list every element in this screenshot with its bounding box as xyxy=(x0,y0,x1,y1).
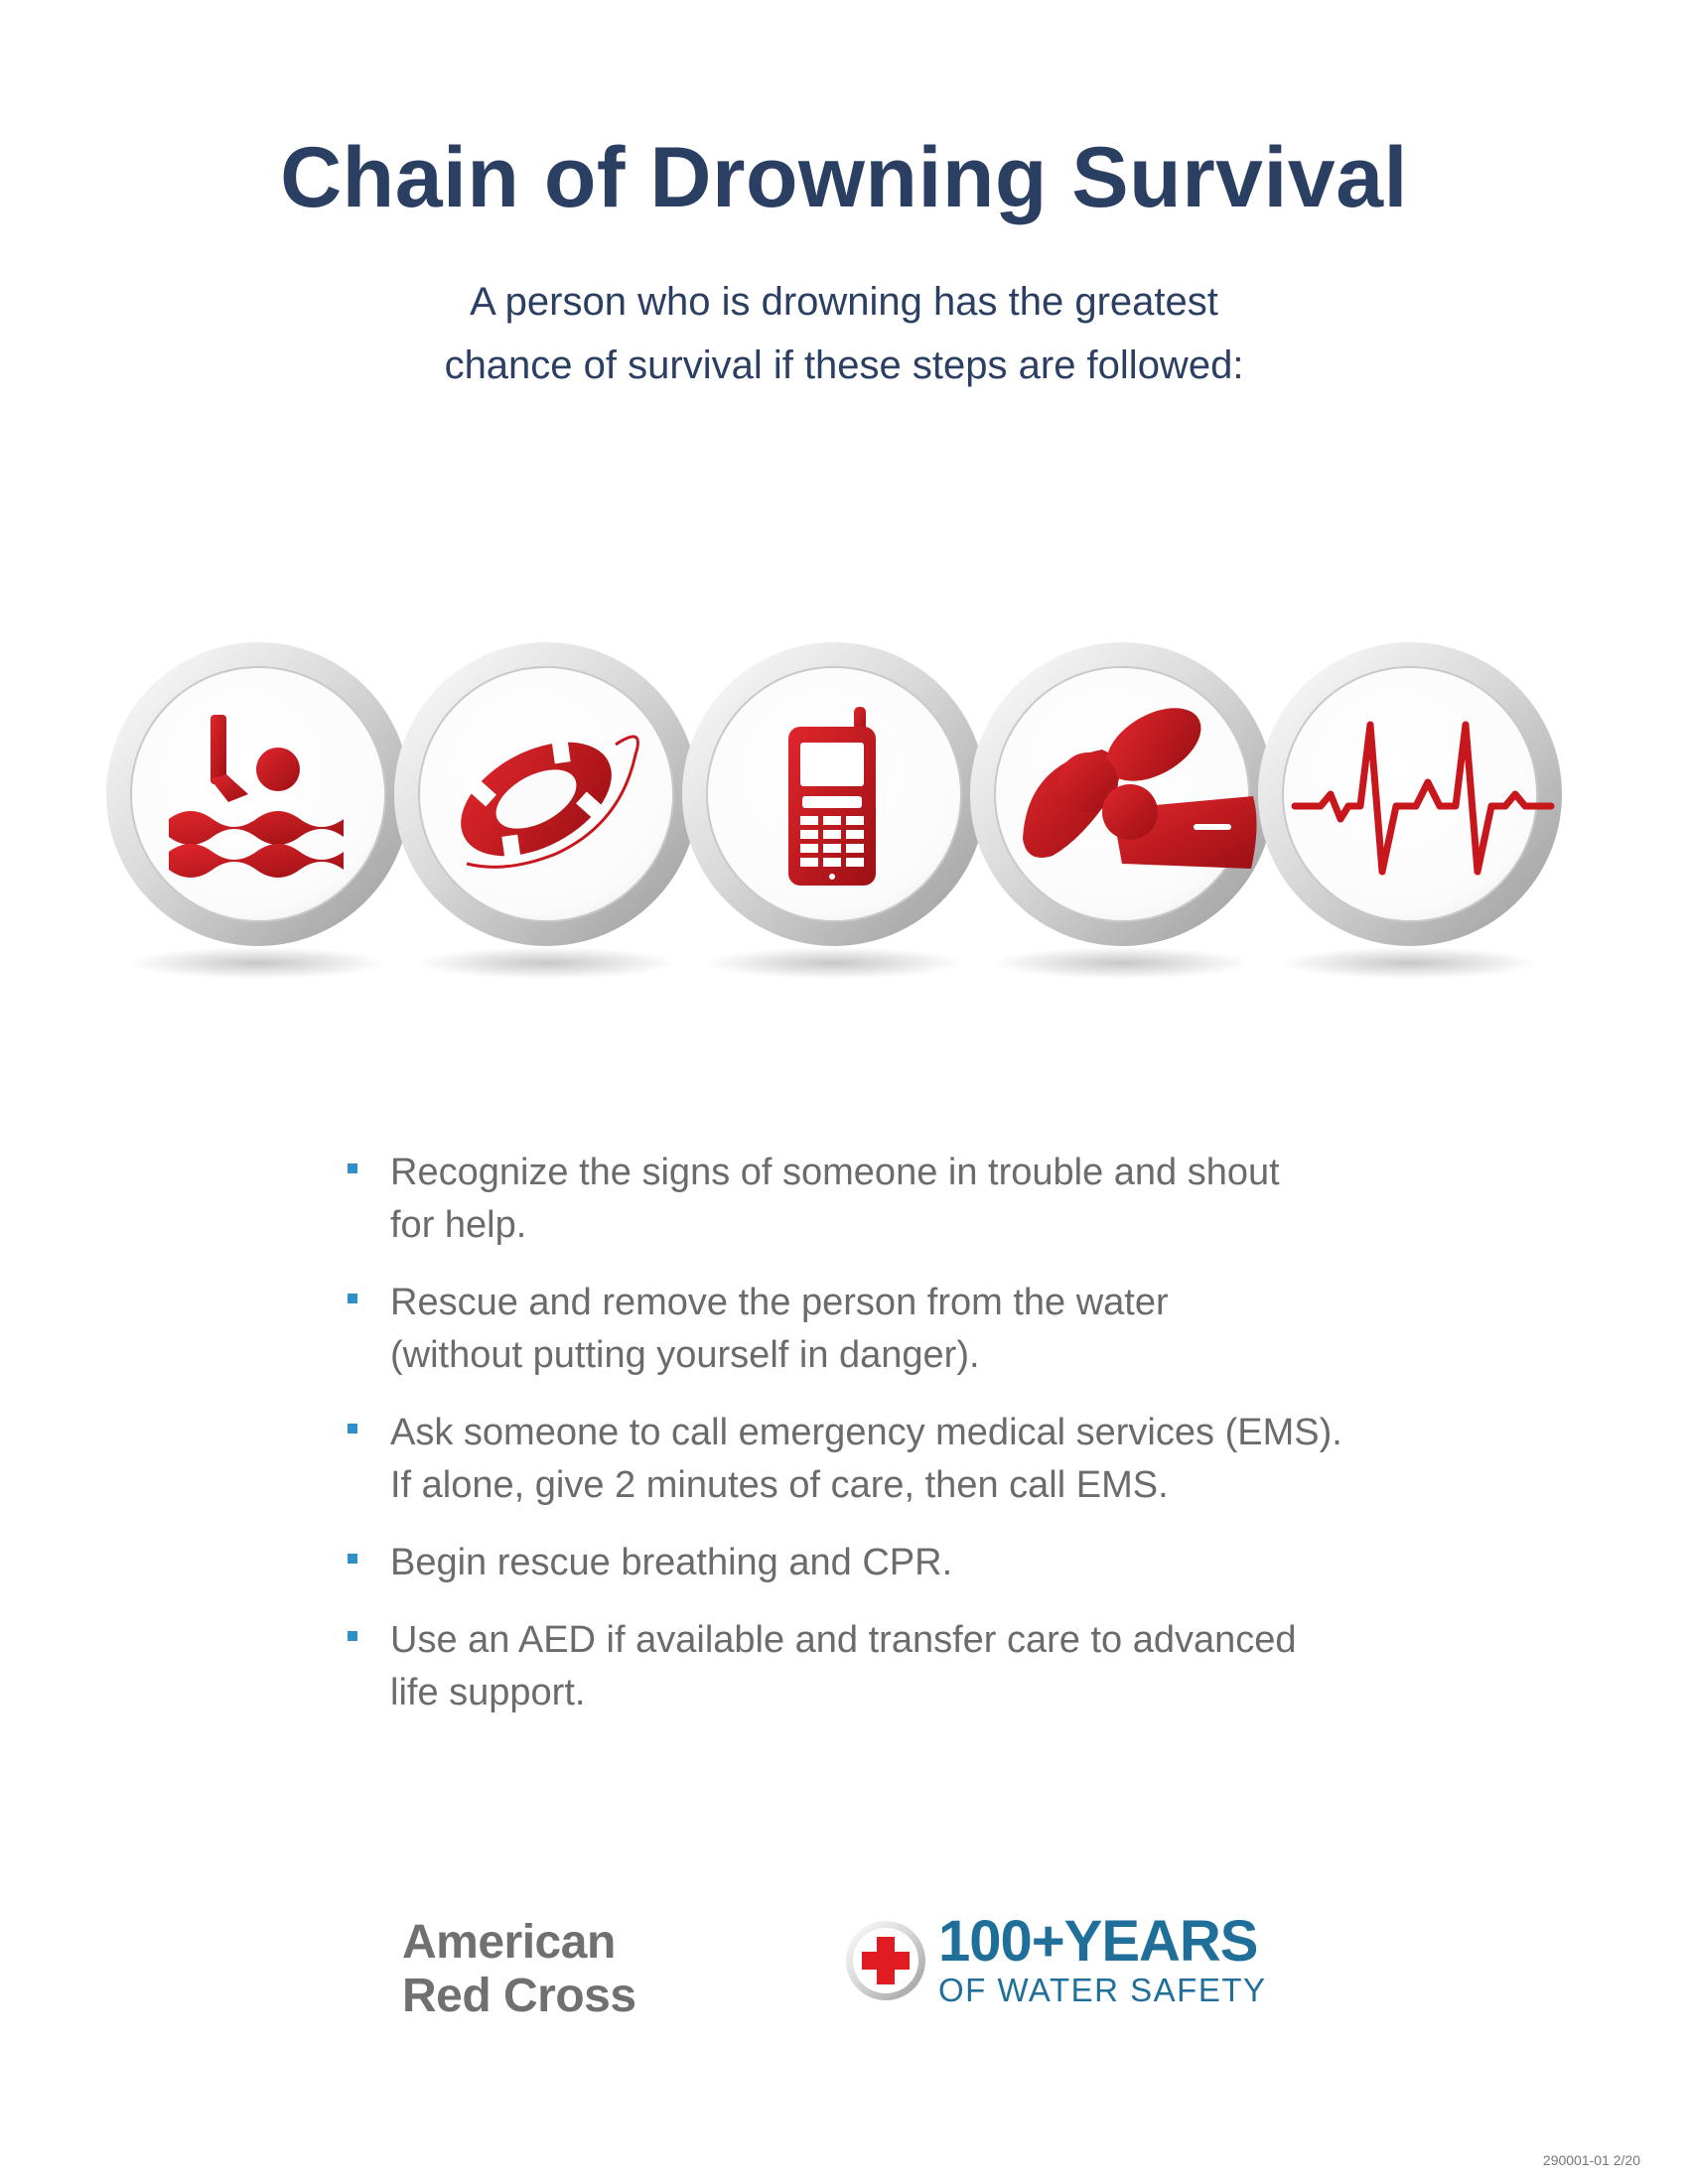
step-text: Ask someone to call emergency medical services (EMS). If alone, give 2 minutes of care, then call EMS. xyxy=(390,1412,1342,1506)
mobile-phone-icon xyxy=(788,707,876,886)
step-text: Rescue and remove the person from the water (without putting yourself in danger). xyxy=(390,1282,1169,1376)
red-cross-icon xyxy=(844,1919,927,2002)
water-safety-logo xyxy=(844,1911,1301,2020)
document-code: 290001-01 2/20 xyxy=(1542,2152,1640,2168)
list-item xyxy=(343,1614,1455,1719)
survival-steps-list xyxy=(343,1147,1455,1744)
chain-of-survival-graphic xyxy=(99,635,1589,993)
subtitle-line: A person who is drowning has the greatest xyxy=(470,280,1218,324)
bullet-marker xyxy=(348,1631,357,1641)
list-item xyxy=(343,1407,1455,1512)
chain-link-call-ems xyxy=(675,635,993,993)
step-text: Recognize the signs of someone in trouble and shout for help. xyxy=(390,1152,1280,1246)
step-text: Begin rescue breathing and CPR. xyxy=(390,1542,953,1583)
chain-link-rescue xyxy=(387,635,705,993)
chain-link-recognize xyxy=(99,635,417,993)
subtitle-line: chance of survival if these steps are followed: xyxy=(444,343,1244,387)
step-text: Use an AED if available and transfer care to advanced life support. xyxy=(390,1619,1297,1713)
campaign-tagline: OF WATER SAFETY xyxy=(938,1972,1267,2008)
bullet-marker xyxy=(348,1424,357,1433)
american-red-cross-logo: American Red Cross xyxy=(402,1916,636,2022)
bullet-marker xyxy=(348,1294,357,1303)
chain-link-aed xyxy=(1251,635,1569,993)
bullet-marker xyxy=(348,1163,357,1173)
list-item xyxy=(343,1147,1455,1252)
bullet-marker xyxy=(348,1554,357,1564)
list-item xyxy=(343,1277,1455,1382)
list-item xyxy=(343,1537,1455,1589)
page-subtitle xyxy=(0,270,1688,397)
chain-link-cpr xyxy=(963,635,1281,993)
campaign-years: 100+YEARS xyxy=(938,1909,1258,1974)
page-title: Chain of Drowning Survival xyxy=(280,130,1408,225)
